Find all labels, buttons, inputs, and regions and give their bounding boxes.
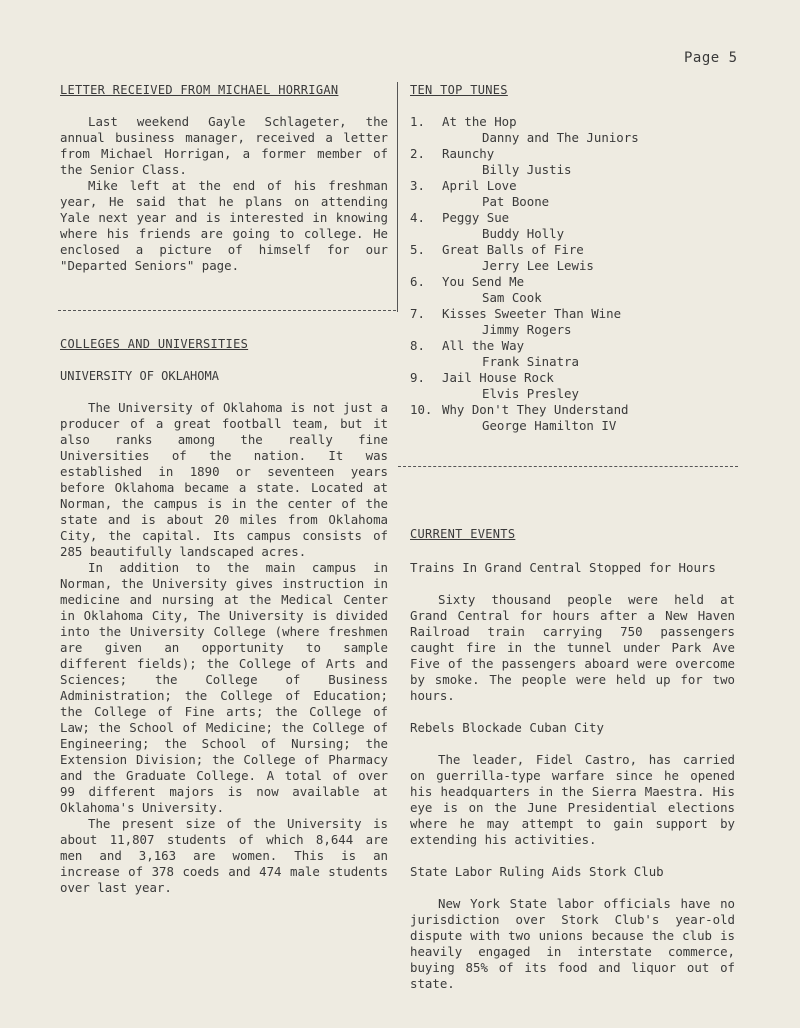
- tune-title: Why Don't They Understand: [442, 402, 629, 417]
- tune-number: 9.: [410, 370, 425, 385]
- tune-number: 2.: [410, 146, 425, 161]
- tune-title: Great Balls of Fire: [442, 242, 584, 257]
- tune-number: 8.: [410, 338, 425, 353]
- divider-rule: [58, 310, 396, 311]
- story-title: Trains In Grand Central Stopped for Hours: [410, 560, 716, 575]
- tune-artist: Pat Boone: [482, 194, 550, 209]
- colleges-subheading: UNIVERSITY OF OKLAHOMA: [60, 369, 219, 383]
- tune-number: 1.: [410, 114, 425, 129]
- list-item: [410, 338, 735, 370]
- current-events-article: [410, 526, 735, 992]
- list-item: [410, 242, 735, 274]
- letter-paragraph: Last weekend Gayle Schlageter, the annual business manager, received a letter from Michael Horrigan, a former member of the Senior Class.: [60, 114, 388, 177]
- list-item: [410, 306, 735, 338]
- tune-artist: Frank Sinatra: [482, 354, 579, 369]
- tune-number: 6.: [410, 274, 425, 289]
- tune-title: Kisses Sweeter Than Wine: [442, 306, 622, 321]
- column-divider: [397, 82, 398, 312]
- tune-artist: Elvis Presley: [482, 386, 579, 401]
- tune-artist: Buddy Holly: [482, 226, 565, 241]
- divider-rule: [398, 466, 738, 467]
- tunes-article: [410, 82, 735, 434]
- colleges-paragraph: The present size of the University is about 11,807 students of which 8,644 are men and 3,163 are women. This is an increase of 378 coeds and 474 male students over last year.: [60, 816, 388, 895]
- colleges-paragraph: The University of Oklahoma is not just a producer of a great football team, but it also ranks among the really fine Universities of the nation. It was established in 1890 or seventeen years before Oklahoma became a state. Located at Norman, the campus is in the center of the state and is about 20 miles from Oklahoma City, the capital. Its campus consists of 285 beautifully landscaped acres.: [60, 400, 388, 559]
- list-item: [410, 114, 735, 146]
- colleges-article: [60, 336, 388, 896]
- tune-title: At the Hop: [442, 114, 517, 129]
- tunes-list: [410, 114, 735, 434]
- tune-title: Raunchy: [442, 146, 495, 161]
- tune-title: You Send Me: [442, 274, 525, 289]
- story-title: Rebels Blockade Cuban City: [410, 720, 604, 735]
- letter-paragraph: Mike left at the end of his freshman year, He said that he plans on attending Yale next year and is interested in knowing where his friends are going to college. He enclosed a picture of himself for our "Departed Seniors" page.: [60, 178, 388, 273]
- tune-artist: Billy Justis: [482, 162, 572, 177]
- tune-artist: Danny and The Juniors: [482, 130, 639, 145]
- tune-number: 4.: [410, 210, 425, 225]
- list-item: [410, 178, 735, 210]
- list-item: [410, 274, 735, 306]
- colleges-paragraph: In addition to the main campus in Norman, the University gives instruction in medicine and nursing at the Medical Center in Oklahoma City, The University is divided into the University College (where freshmen are given an opportunity to sample different fields); the College of Arts and Sciences; the College of Business Administration; the College of Education; the College of Fine arts; the College of Law; the School of Medicine; the College of Engineering; the School of Nursing; the Extension Division; the College of Pharmacy and the Graduate College. A total of over 99 different majors is now available at Oklahoma's University.: [60, 560, 388, 815]
- list-item: [410, 146, 735, 178]
- tune-number: 7.: [410, 306, 425, 321]
- story-title: State Labor Ruling Aids Stork Club: [410, 864, 664, 879]
- tune-number: 10.: [410, 402, 433, 417]
- tune-artist: Sam Cook: [482, 290, 542, 305]
- tune-artist: Jerry Lee Lewis: [482, 258, 594, 273]
- current-events-heading: CURRENT EVENTS: [410, 527, 516, 541]
- story-body: New York State labor officials have no jurisdiction over Stork Club's year-old dispute with two unions because the club is heavily engaged in interstate commerce, buying 85% of its food and liquor out of state.: [410, 896, 735, 991]
- tune-number: 5.: [410, 242, 425, 257]
- tunes-heading: TEN TOP TUNES: [410, 83, 508, 97]
- story-body: Sixty thousand people were held at Grand Central for hours after a New Haven Railroad train carrying 750 passengers caught fire in the tunnel under Park Ave Five of the passengers aboard were overcome by smoke. The people were held up for two hours.: [410, 592, 735, 703]
- letter-article: [60, 82, 388, 274]
- list-item: [410, 210, 735, 242]
- letter-heading: LETTER RECEIVED FROM MICHAEL HORRIGAN: [60, 83, 339, 97]
- colleges-heading: COLLEGES AND UNIVERSITIES: [60, 337, 249, 351]
- list-item: [410, 402, 735, 434]
- tune-artist: George Hamilton IV: [482, 418, 617, 433]
- tune-title: Jail House Rock: [442, 370, 554, 385]
- tune-artist: Jimmy Rogers: [482, 322, 572, 337]
- tune-title: April Love: [442, 178, 517, 193]
- tune-title: All the Way: [442, 338, 525, 353]
- story-body: The leader, Fidel Castro, has carried on guerrilla-type warfare since he opened his headquarters in the Sierra Maestra. His eye is on the June Presidential elections where he may attempt to gain support by extending his activities.: [410, 752, 735, 847]
- list-item: [410, 370, 735, 402]
- tune-number: 3.: [410, 178, 425, 193]
- page-number: Page 5: [684, 50, 738, 66]
- tune-title: Peggy Sue: [442, 210, 510, 225]
